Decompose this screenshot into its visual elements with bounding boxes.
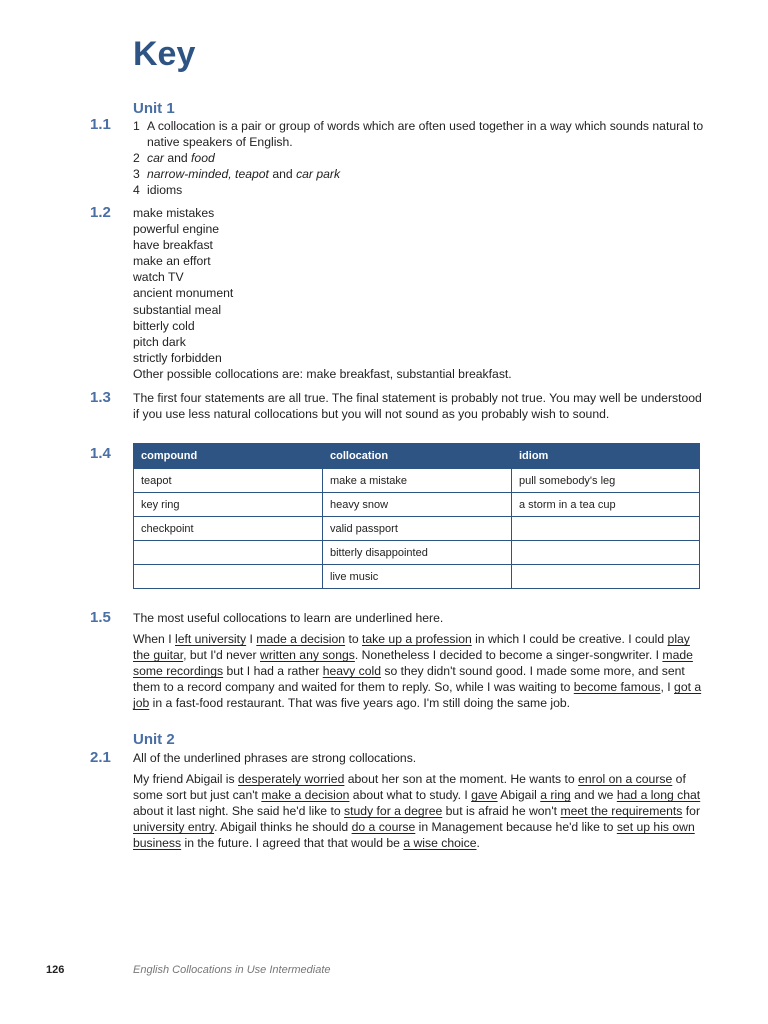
underlined-collocation: written any songs — [260, 648, 355, 663]
underlined-collocation: gave — [471, 788, 498, 803]
underlined-collocation: desperately worried — [238, 772, 345, 787]
item-text: A collocation is a pair or group of words which are often used together in a way which sounds natural to native speakers of English. — [147, 119, 704, 150]
table-cell — [512, 565, 700, 589]
exercise-1-5-answer — [133, 610, 708, 712]
table-cell: make a mistake — [323, 469, 512, 493]
list-item — [133, 182, 708, 198]
text-run: . — [476, 836, 480, 851]
underlined-collocation: a ring — [540, 788, 571, 803]
text-run: When I — [133, 632, 175, 647]
table-cell — [134, 541, 323, 565]
underlined-collocation: heavy cold — [322, 664, 381, 679]
text-run: in Management because he'd like to — [415, 820, 617, 835]
table-cell — [512, 541, 700, 565]
item-number: 2 — [133, 151, 140, 166]
text-run: in which I could be creative. I could — [471, 632, 668, 647]
text-run: to — [345, 632, 362, 647]
underlined-collocation: set up his own business — [133, 820, 695, 851]
item-number: 1 — [133, 119, 140, 133]
list-item — [133, 118, 708, 150]
table-cell: live music — [323, 565, 512, 589]
table-row — [134, 493, 700, 517]
exercise-number: 1.1 — [90, 116, 111, 133]
underlined-collocation: made a decision — [256, 632, 346, 647]
table-cell: heavy snow — [323, 493, 512, 517]
text-run: so they didn't sound good. I made some more, and sent them to a record company and waited for them to reply. So, while I was waiting to — [133, 664, 685, 695]
exercise-2-1-answer — [133, 750, 708, 852]
list-item: powerful engine — [133, 222, 220, 237]
table-cell: key ring — [134, 493, 323, 517]
table-cell: checkpoint — [134, 517, 323, 541]
column-header: compound — [134, 444, 323, 469]
underlined-collocation: university entry — [133, 820, 215, 835]
text-run: , I — [660, 680, 675, 695]
item-text: narrow-minded, teapot — [147, 167, 269, 182]
column-header: idiom — [512, 444, 700, 469]
item-text: car park — [296, 167, 341, 182]
exercise-number: 1.2 — [90, 204, 111, 221]
item-text: and — [163, 151, 192, 166]
table-row — [134, 469, 700, 493]
table-cell: bitterly disappointed — [323, 541, 512, 565]
text-run: in the future. I agreed that that would be — [181, 836, 404, 851]
underlined-collocation: take up a profession — [362, 632, 472, 647]
item-number: 4 — [133, 183, 140, 198]
list-item: ancient monument — [133, 286, 234, 301]
underlined-collocation: do a course — [351, 820, 416, 835]
list-item: watch TV — [133, 270, 184, 285]
answer-intro: The most useful collocations to learn are underlined here. — [133, 611, 444, 625]
item-text: food — [191, 151, 215, 166]
item-text: and — [268, 167, 297, 182]
answer-intro: All of the underlined phrases are strong collocations. — [133, 751, 417, 765]
underlined-collocation: play the guitar — [133, 632, 690, 663]
list-item: Other possible collocations are: make breakfast, substantial breakfast. — [133, 366, 512, 381]
list-item: pitch dark — [133, 334, 186, 349]
text-run: Abigail — [497, 788, 541, 803]
exercise-1-2-answers — [133, 205, 708, 382]
table-cell: valid passport — [323, 517, 512, 541]
exercise-number: 1.3 — [90, 389, 111, 406]
list-item: make mistakes — [133, 206, 215, 220]
table-cell: a storm in a tea cup — [512, 493, 700, 517]
exercise-number: 1.4 — [90, 445, 111, 462]
classification-table — [133, 443, 700, 589]
text-run: but I had a rather — [223, 664, 323, 679]
table-row — [134, 517, 700, 541]
list-item: have breakfast — [133, 238, 213, 253]
underlined-collocation: become famous — [573, 680, 661, 695]
underlined-collocation: enrol on a course — [578, 772, 673, 787]
book-title: English Collocations in Use Intermediate — [133, 964, 331, 976]
table-cell — [512, 517, 700, 541]
underlined-collocation: meet the requirements — [560, 804, 683, 819]
table-cell: teapot — [134, 469, 323, 493]
answer-text: The first four statements are all true. The final statement is probably not true. You may well be understood if you use less natural collocations but you will not sound as you probably wish to sound. — [133, 391, 702, 422]
list-item: strictly forbidden — [133, 350, 222, 365]
table-cell: pull somebody's leg — [512, 469, 700, 493]
collocation-list — [133, 205, 708, 382]
exercise-number: 1.5 — [90, 609, 111, 626]
list-item: substantial meal — [133, 302, 222, 317]
text-run: about it last night. She said he'd like to — [133, 804, 345, 819]
text-run: about what to study. I — [349, 788, 472, 803]
text-run: in a fast-food restaurant. That was five years ago. I'm still doing the same job. — [149, 696, 571, 711]
text-run: of some sort but just can't — [133, 772, 686, 803]
text-run: for — [682, 804, 700, 819]
text-run: but is afraid he won't — [442, 804, 561, 819]
item-text: idioms — [147, 183, 183, 198]
text-run: and we — [570, 788, 617, 803]
list-item: bitterly cold — [133, 318, 195, 333]
underlined-collocation: made some recordings — [133, 648, 693, 679]
item-text: car — [147, 151, 164, 166]
column-header: collocation — [323, 444, 512, 469]
table-row — [134, 541, 700, 565]
underlined-collocation: study for a degree — [344, 804, 443, 819]
unit-2-heading: Unit 2 — [133, 731, 175, 748]
underlined-collocation: got a job — [133, 680, 702, 711]
numbered-answer-list — [133, 118, 708, 198]
table-header-row — [134, 444, 700, 469]
list-item — [133, 150, 708, 166]
text-run: . Abigail thinks he should — [214, 820, 352, 835]
underlined-collocation: left university — [175, 632, 247, 647]
underlined-collocation: had a long chat — [616, 788, 701, 803]
exercise-number: 2.1 — [90, 749, 111, 766]
page-title: Key — [133, 35, 196, 73]
unit-1-heading: Unit 1 — [133, 100, 175, 117]
text-run: about her son at the moment. He wants to — [344, 772, 579, 787]
answer-paragraph — [133, 631, 708, 711]
text-run: , but I'd never — [183, 648, 261, 663]
table-row — [134, 565, 700, 589]
text-run: . Nonetheless I decided to become a singer-songwriter. I — [354, 648, 663, 663]
item-number: 3 — [133, 167, 140, 182]
table-cell — [134, 565, 323, 589]
list-item: make an effort — [133, 254, 211, 269]
page-number: 126 — [46, 964, 65, 976]
list-item — [133, 166, 708, 182]
exercise-1-1-answers — [133, 118, 708, 198]
text-run: I — [246, 632, 257, 647]
exercise-1-3-answer — [133, 390, 708, 422]
underlined-collocation: a wise choice — [403, 836, 477, 851]
text-run: My friend Abigail is — [133, 772, 238, 787]
underlined-collocation: make a decision — [261, 788, 350, 803]
answer-paragraph — [133, 771, 708, 851]
